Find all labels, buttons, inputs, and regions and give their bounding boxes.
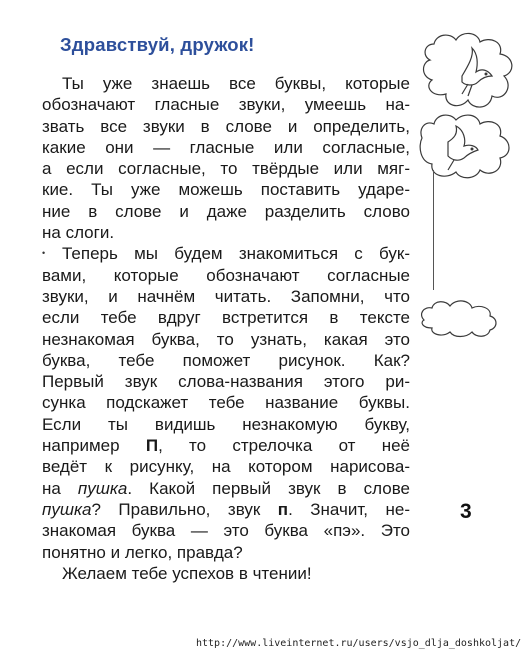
text-line: знакомая буква — это буква «пэ». Это [42, 521, 410, 541]
word-highlight: пушка [42, 499, 92, 519]
cloud-icon [422, 301, 496, 337]
text-line [42, 435, 410, 456]
text-line: звать все звуки в слове и определить, [42, 116, 410, 136]
footer-url: http://www.liveinternet.ru/users/vsjo_dlja_doshkoljat/ [196, 638, 522, 649]
text-line: звуки, и начнём читать. Запомни, что [42, 286, 410, 306]
bird-icon [448, 126, 478, 170]
text-line [42, 499, 410, 520]
text-line: ние в слове и даже разделить слово [42, 201, 410, 221]
text-line: Ты уже знаешь все буквы, которые [62, 74, 410, 93]
text-fragment: на [42, 478, 78, 498]
text-line: Если ты видишь незнакомую букву, [42, 414, 410, 434]
text-line: если тебе вдруг встретится в тексте [42, 308, 410, 328]
letter-highlight: П [145, 436, 159, 456]
text-line: кие. Ты уже можешь поставить ударе- [42, 180, 410, 200]
margin-rule [433, 170, 434, 290]
text-line: незнакомая буква, то узнать, какая это [42, 329, 410, 349]
page-title: Здравствуй, дружок! [60, 34, 255, 55]
text-line: какие они — гласные или согласные, [42, 137, 410, 157]
closing-line: Желаем тебе успехов в чтении! [62, 563, 312, 583]
text-line: вами, которые обозначают согласные [42, 265, 410, 285]
text-line: буква, тебе поможет рисунок. Как? [42, 350, 410, 370]
bird-icon [462, 48, 492, 96]
cloud-icon [424, 33, 512, 107]
text-line: на слоги. [42, 223, 115, 243]
text-line: ведёт к рисунку, на котором нарисова- [42, 457, 410, 477]
text-line: сунка подскажет тебе название буквы. [42, 393, 410, 413]
text-line: обозначают гласные звуки, умеешь на- [42, 95, 410, 115]
word-highlight: пушка [77, 478, 128, 498]
page-number: 3 [460, 500, 472, 523]
text-line: понятно и легко, правда? [42, 542, 243, 562]
text-fragment: например [42, 436, 146, 456]
main-text [42, 73, 410, 584]
text-fragment: , то стрелочка от неё [158, 436, 410, 456]
text-fragment: . Значит, не- [288, 499, 410, 519]
text-line [42, 478, 410, 499]
text-fragment: ? Правильно, звук [91, 499, 278, 519]
letter-highlight: п [277, 499, 289, 519]
text-line: а если согласные, то твёрдые или мяг- [42, 159, 410, 179]
text-line: • Теперь мы будем знакомиться с бук- [42, 243, 410, 264]
text-line: Первый звук слова-названия этого ри- [42, 372, 410, 392]
text-fragment: . Какой первый звук в слове [127, 478, 410, 498]
